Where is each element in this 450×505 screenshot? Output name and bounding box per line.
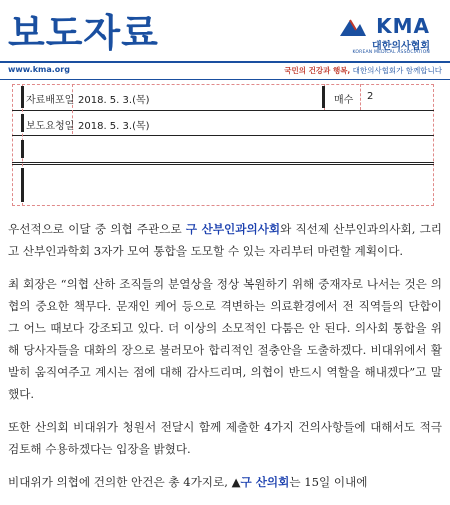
press-release-header — [0, 0, 450, 80]
row-marker — [21, 86, 24, 108]
logo-abbr: KMA — [376, 14, 430, 38]
slogan-rest: 대한의사협회가 함께합니다 — [350, 66, 442, 75]
table-border — [12, 84, 434, 206]
table-rule — [12, 162, 434, 163]
request-date-value: 2018. 5. 3.(목) — [78, 121, 150, 132]
highlight-text: 구 산부인과의사회 — [185, 222, 281, 236]
row-marker — [21, 140, 24, 158]
paragraph — [8, 218, 442, 262]
text-run: 우선적으로 이달 중 의협 주관으로 — [8, 222, 186, 236]
text-run: 와 직선제 산부인과의사회, 그리고 산부인과학회 3자가 모여 통합을 도모할 수 있는 자리부터 마련할 계획이다. — [8, 222, 442, 258]
page-title: 보도자료 — [8, 11, 159, 55]
table-separator — [360, 84, 361, 110]
request-date-label: 보도요청일 — [26, 121, 75, 132]
paragraph: 최 회장은 “의협 산하 조직들의 분열상을 정상 복원하기 위해 중재자로 나서는 것은 의협의 중요한 책무다. 문재인 케어 등으로 격변하는 의료환경에서 전 직역들의 단합이 그 어느 때보다 강조되고 있다. 더 이상의 소모적인 다툼은 안 된다. 의사회 통합을 위해 당사자들을 대화의 장으로 불러모아 합리적인 절충안을 도출하겠다. 비대위에서 활발히 움직여주고 계시는 점에 대해 감사드리며, 의협이 반드시 역할을 해내겠다”고 말했다. — [8, 277, 442, 401]
header-bar — [0, 61, 450, 80]
pages-value: 2 — [367, 91, 374, 102]
kma-logo-mark-icon — [338, 16, 368, 38]
table-rule — [12, 135, 434, 136]
release-date-value: 2018. 5. 3.(목) — [78, 95, 150, 106]
paragraph: 또한 산의회 비대위가 청원서 전달시 함께 제출한 4가지 건의사항들에 대해서도 적극 검토해 수용하겠다는 입장을 밝혔다. — [8, 420, 442, 456]
logo-name-ko: 대한의사협회 — [372, 41, 430, 52]
slogan-bold: 국민의 건강과 행복, — [284, 66, 351, 75]
release-info-table — [12, 84, 434, 206]
text-run: 비대위가 의협에 건의한 안건은 총 4가지로, ▲ — [8, 475, 241, 489]
logo-name-en: KOREAN MEDICAL ASSOCIATION — [352, 50, 430, 55]
table-rule — [12, 164, 434, 165]
pages-label: 매수 — [334, 95, 354, 106]
row-marker — [21, 168, 24, 202]
paragraph — [8, 471, 442, 493]
website-url[interactable]: www.kma.org — [8, 65, 70, 74]
row-marker — [21, 114, 24, 132]
highlight-text: 구 산의회 — [240, 475, 290, 489]
article-body — [8, 218, 442, 504]
release-date-label: 자료배포일 — [26, 95, 75, 106]
text-run: 는 15일 이내에 — [289, 475, 368, 489]
table-rule — [12, 110, 434, 111]
kma-logo — [338, 14, 438, 58]
slogan — [284, 65, 442, 76]
row-marker — [322, 86, 325, 108]
